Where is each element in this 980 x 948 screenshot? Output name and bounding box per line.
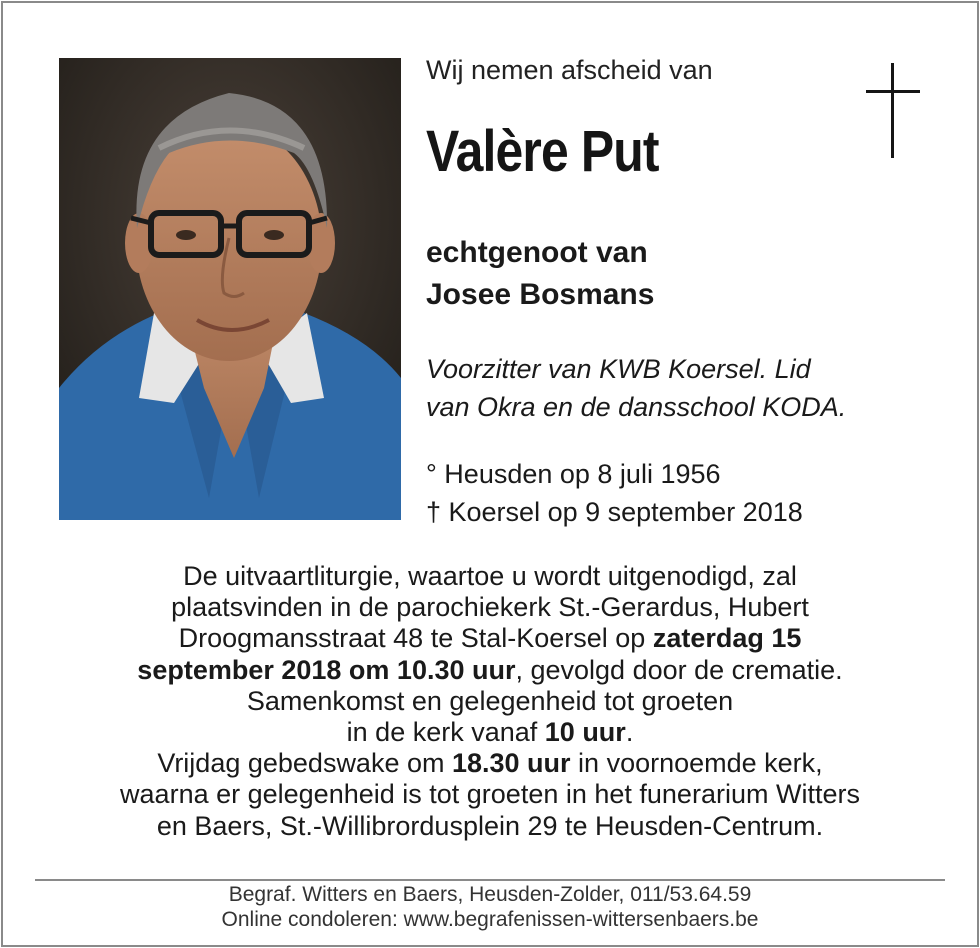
funeral-line: plaatsvinden in de parochiekerk St.-Gerardus, Hubert bbox=[171, 592, 809, 623]
funeral-line bbox=[40, 655, 940, 686]
cremation-note: , gevolgd door de crematie. bbox=[515, 654, 843, 685]
footer bbox=[40, 882, 940, 932]
intro-text: Wij nemen afscheid van bbox=[426, 55, 713, 85]
undertaker-contact: Begraf. Witters en Baers, Heusden-Zolder, 011/53.64.59 bbox=[228, 883, 752, 906]
wake-time: 18.30 uur bbox=[451, 748, 571, 779]
footer-divider bbox=[35, 879, 945, 881]
death-date: † Koersel op 9 september 2018 bbox=[426, 497, 803, 527]
wake-text: Vrijdag gebedswake om bbox=[157, 748, 452, 779]
condolence-link[interactable]: Online condoleren: www.begrafenissen-wittersenbaers.be bbox=[221, 908, 759, 931]
spouse-label: echtgenoot van bbox=[426, 236, 648, 269]
spouse-block bbox=[426, 232, 654, 316]
funeral-line: Samenkomst en gelegenheid tot groeten bbox=[246, 685, 734, 716]
wake-location: in voornoemde kerk, bbox=[570, 748, 823, 779]
greeting-time: 10 uur bbox=[544, 717, 626, 748]
spouse-name: Josee Bosmans bbox=[426, 278, 655, 311]
role-description bbox=[426, 350, 846, 426]
funeral-address: Droogmansstraat 48 te Stal-Koersel op bbox=[178, 623, 653, 654]
cross-icon bbox=[866, 63, 920, 158]
role-line: Voorzitter van KWB Koersel. Lid bbox=[426, 354, 811, 384]
funeral-line: waarna er gelegenheid is tot groeten in het funerarium Witters bbox=[120, 779, 860, 810]
birth-date: ° Heusden op 8 juli 1956 bbox=[426, 459, 721, 489]
funeral-line bbox=[40, 623, 940, 654]
funeral-time: september 2018 om 10.30 uur bbox=[137, 654, 516, 685]
funeral-details bbox=[40, 561, 940, 842]
deceased-name: Valère Put bbox=[426, 119, 659, 184]
greeting-text: in de kerk vanaf bbox=[346, 717, 545, 748]
funeral-line: De uitvaartliturgie, waartoe u wordt uitgenodigd, zal bbox=[183, 561, 797, 591]
greeting-period: . bbox=[625, 717, 634, 748]
funeral-date: zaterdag 15 bbox=[652, 623, 802, 654]
funeral-line bbox=[40, 748, 940, 779]
role-line: van Okra en de dansschool KODA. bbox=[426, 392, 847, 422]
portrait-photo bbox=[59, 58, 401, 520]
funeral-line: en Baers, St.-Willibrordusplein 29 te Heusden-Centrum. bbox=[156, 810, 824, 841]
portrait-illustration bbox=[59, 58, 401, 520]
life-dates bbox=[426, 455, 803, 531]
funeral-line bbox=[40, 717, 940, 748]
